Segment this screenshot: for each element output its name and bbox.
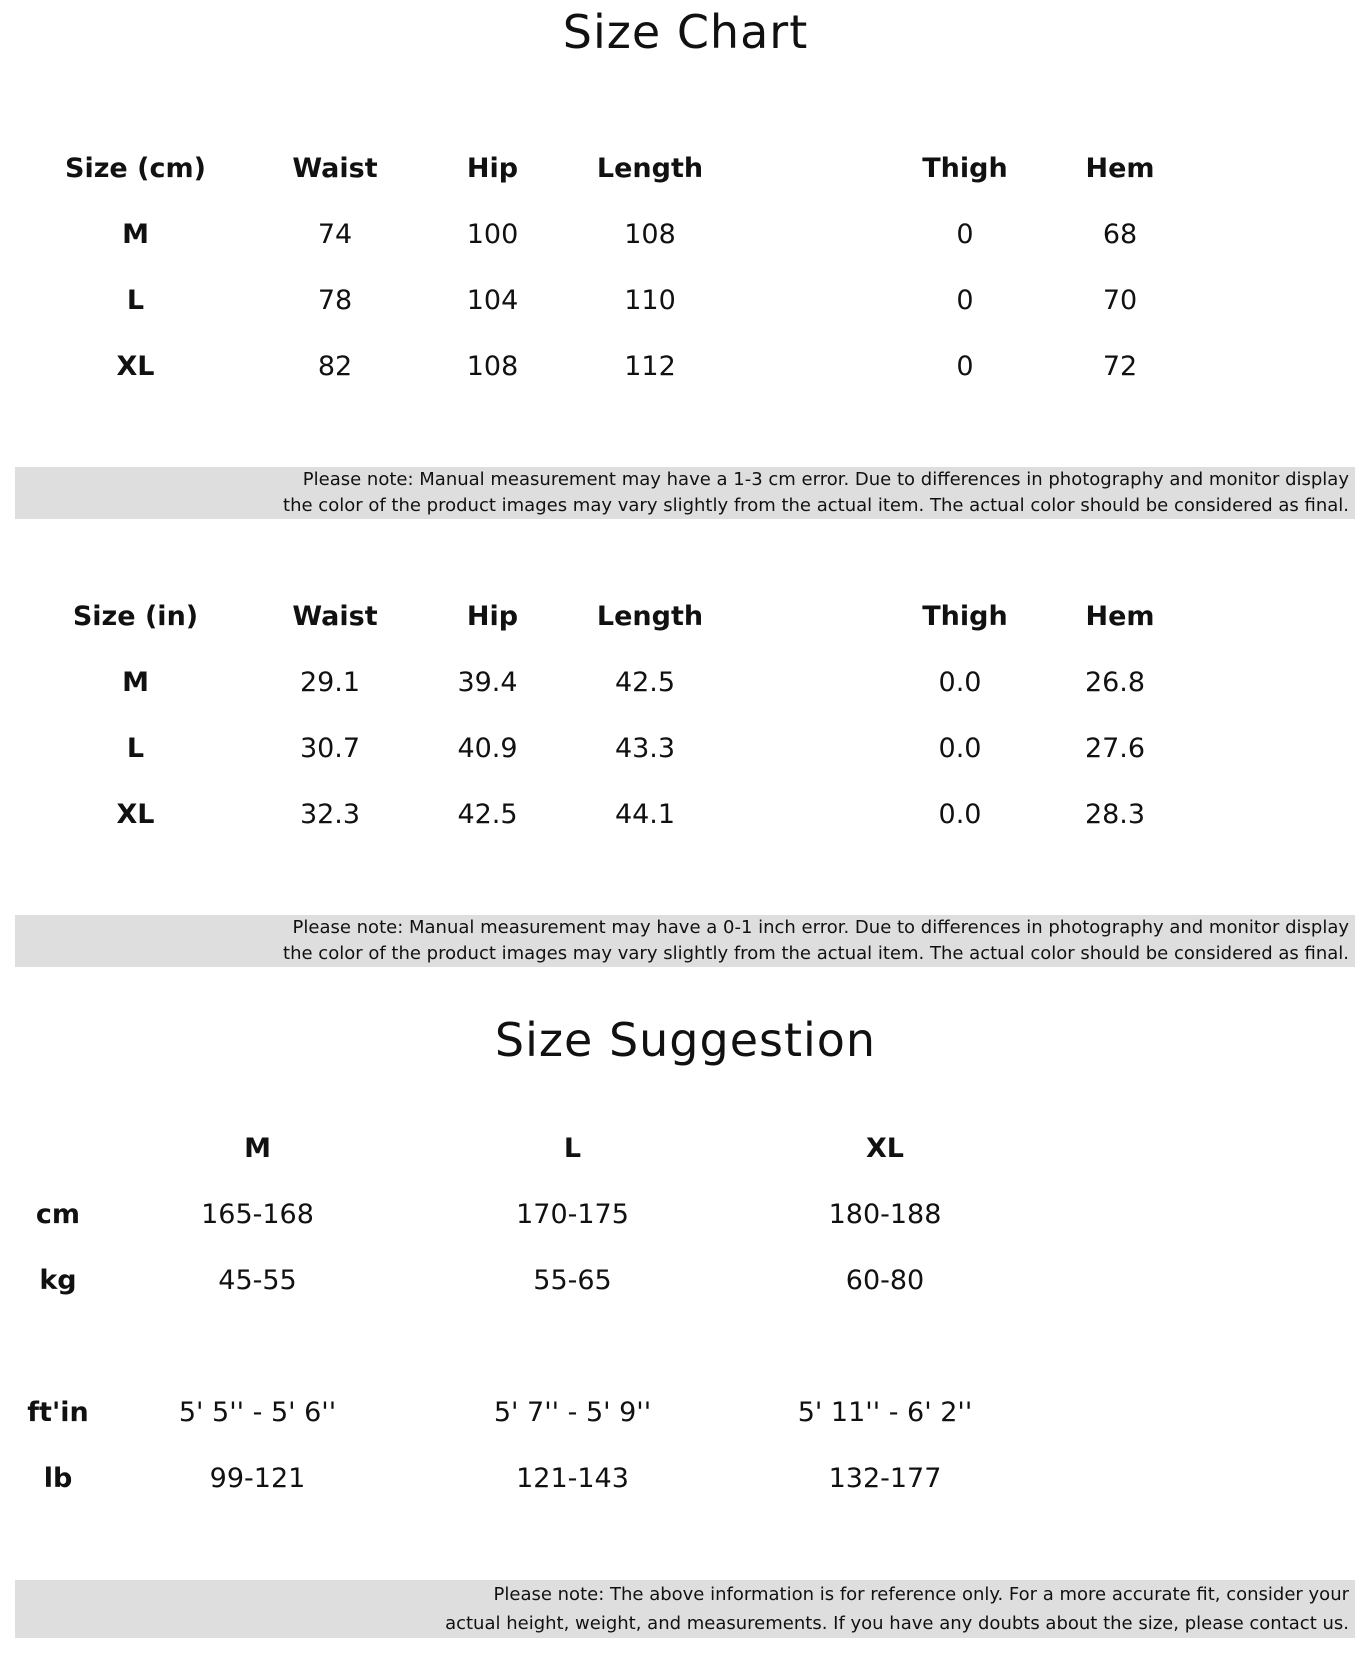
cm-cell: 78 — [317, 285, 353, 316]
suggestion-cell: 5' 7'' - 5' 9'' — [493, 1397, 652, 1428]
suggestion-cell: 132-177 — [828, 1463, 942, 1494]
suggestion-header-size: M — [244, 1133, 271, 1164]
note-line: Please note: Manual measurement may have a 1-3 cm error. Due to differences in photography and monitor display — [302, 469, 1349, 490]
suggestion-cell: 5' 5'' - 5' 6'' — [178, 1397, 337, 1428]
cm-row-size: XL — [116, 351, 155, 382]
in-header-length: Length — [596, 601, 704, 632]
in-cell: 30.7 — [299, 733, 361, 764]
in-cell: 43.3 — [614, 733, 676, 764]
note-line: Please note: Manual measurement may have a 0-1 inch error. Due to differences in photography and monitor display — [292, 917, 1349, 938]
cm-cell: 70 — [1102, 285, 1138, 316]
in-cell: 29.1 — [299, 667, 361, 698]
suggestion-row-label: cm — [35, 1199, 81, 1230]
note-line: actual height, weight, and measurements. If you have any doubts about the size, please contact us. — [445, 1613, 1349, 1634]
cm-cell: 68 — [1102, 219, 1138, 250]
in-cell: 0.0 — [938, 667, 982, 698]
in-row-size: M — [122, 667, 149, 698]
in-cell: 27.6 — [1084, 733, 1146, 764]
in-header-hem: Hem — [1085, 601, 1155, 632]
in-row-size: L — [126, 733, 145, 764]
cm-cell: 108 — [624, 219, 676, 250]
cm-header-hem: Hem — [1085, 153, 1155, 184]
in-measurement-note — [15, 915, 1355, 967]
in-row-size: XL — [116, 799, 155, 830]
cm-header-hip: Hip — [466, 153, 519, 184]
cm-cell: 0 — [956, 351, 974, 382]
in-cell: 42.5 — [614, 667, 676, 698]
suggestion-cell: 99-121 — [209, 1463, 306, 1494]
size-suggestion-title: Size Suggestion — [494, 1013, 877, 1067]
note-line: the color of the product images may vary slightly from the actual item. The actual color should be considered as final. — [283, 943, 1349, 964]
suggestion-row-label: kg — [39, 1265, 77, 1296]
cm-cell: 112 — [624, 351, 676, 382]
cm-cell: 82 — [317, 351, 353, 382]
cm-cell: 74 — [317, 219, 353, 250]
cm-cell: 108 — [466, 351, 519, 382]
cm-header-waist: Waist — [292, 153, 378, 184]
in-cell: 42.5 — [457, 799, 518, 830]
cm-cell: 72 — [1102, 351, 1138, 382]
suggestion-header-size: XL — [865, 1133, 905, 1164]
suggestion-cell: 165-168 — [201, 1199, 314, 1230]
suggestion-row-label: ft'in — [27, 1397, 89, 1428]
cm-cell: 0 — [956, 285, 974, 316]
cm-header-thigh: Thigh — [922, 153, 1008, 184]
cm-header-size: Size (cm) — [65, 153, 206, 184]
in-cell: 26.8 — [1084, 667, 1146, 698]
note-line: Please note: The above information is for reference only. For a more accurate fit, consider your — [493, 1584, 1349, 1605]
in-header-hip: Hip — [466, 601, 519, 632]
cm-measurement-note — [15, 467, 1355, 519]
in-cell: 28.3 — [1084, 799, 1146, 830]
cm-row-size: M — [122, 219, 149, 250]
suggestion-note — [15, 1580, 1355, 1638]
suggestion-cell: 180-188 — [828, 1199, 942, 1230]
cm-row-size: L — [126, 285, 145, 316]
in-header-thigh: Thigh — [922, 601, 1008, 632]
in-header-waist: Waist — [292, 601, 378, 632]
size-chart-title: Size Chart — [562, 5, 809, 59]
suggestion-cell: 170-175 — [516, 1199, 629, 1230]
in-header-size: Size (in) — [72, 601, 199, 632]
suggestion-cell: 45-55 — [218, 1265, 297, 1296]
in-cell: 0.0 — [938, 733, 982, 764]
cm-header-length: Length — [596, 153, 704, 184]
in-cell: 32.3 — [299, 799, 361, 830]
in-cell: 44.1 — [614, 799, 676, 830]
in-cell: 0.0 — [938, 799, 982, 830]
suggestion-cell: 60-80 — [845, 1265, 925, 1296]
cm-cell: 0 — [956, 219, 974, 250]
suggestion-header-size: L — [563, 1133, 582, 1164]
suggestion-row-label: lb — [43, 1463, 73, 1494]
suggestion-cell: 121-143 — [516, 1463, 629, 1494]
in-cell: 39.4 — [457, 667, 518, 698]
suggestion-cell: 5' 11'' - 6' 2'' — [797, 1397, 973, 1428]
note-line: the color of the product images may vary slightly from the actual item. The actual color should be considered as final. — [283, 495, 1349, 516]
cm-cell: 104 — [466, 285, 519, 316]
in-cell: 40.9 — [457, 733, 518, 764]
cm-cell: 100 — [466, 219, 519, 250]
suggestion-cell: 55-65 — [533, 1265, 612, 1296]
cm-cell: 110 — [624, 285, 676, 316]
